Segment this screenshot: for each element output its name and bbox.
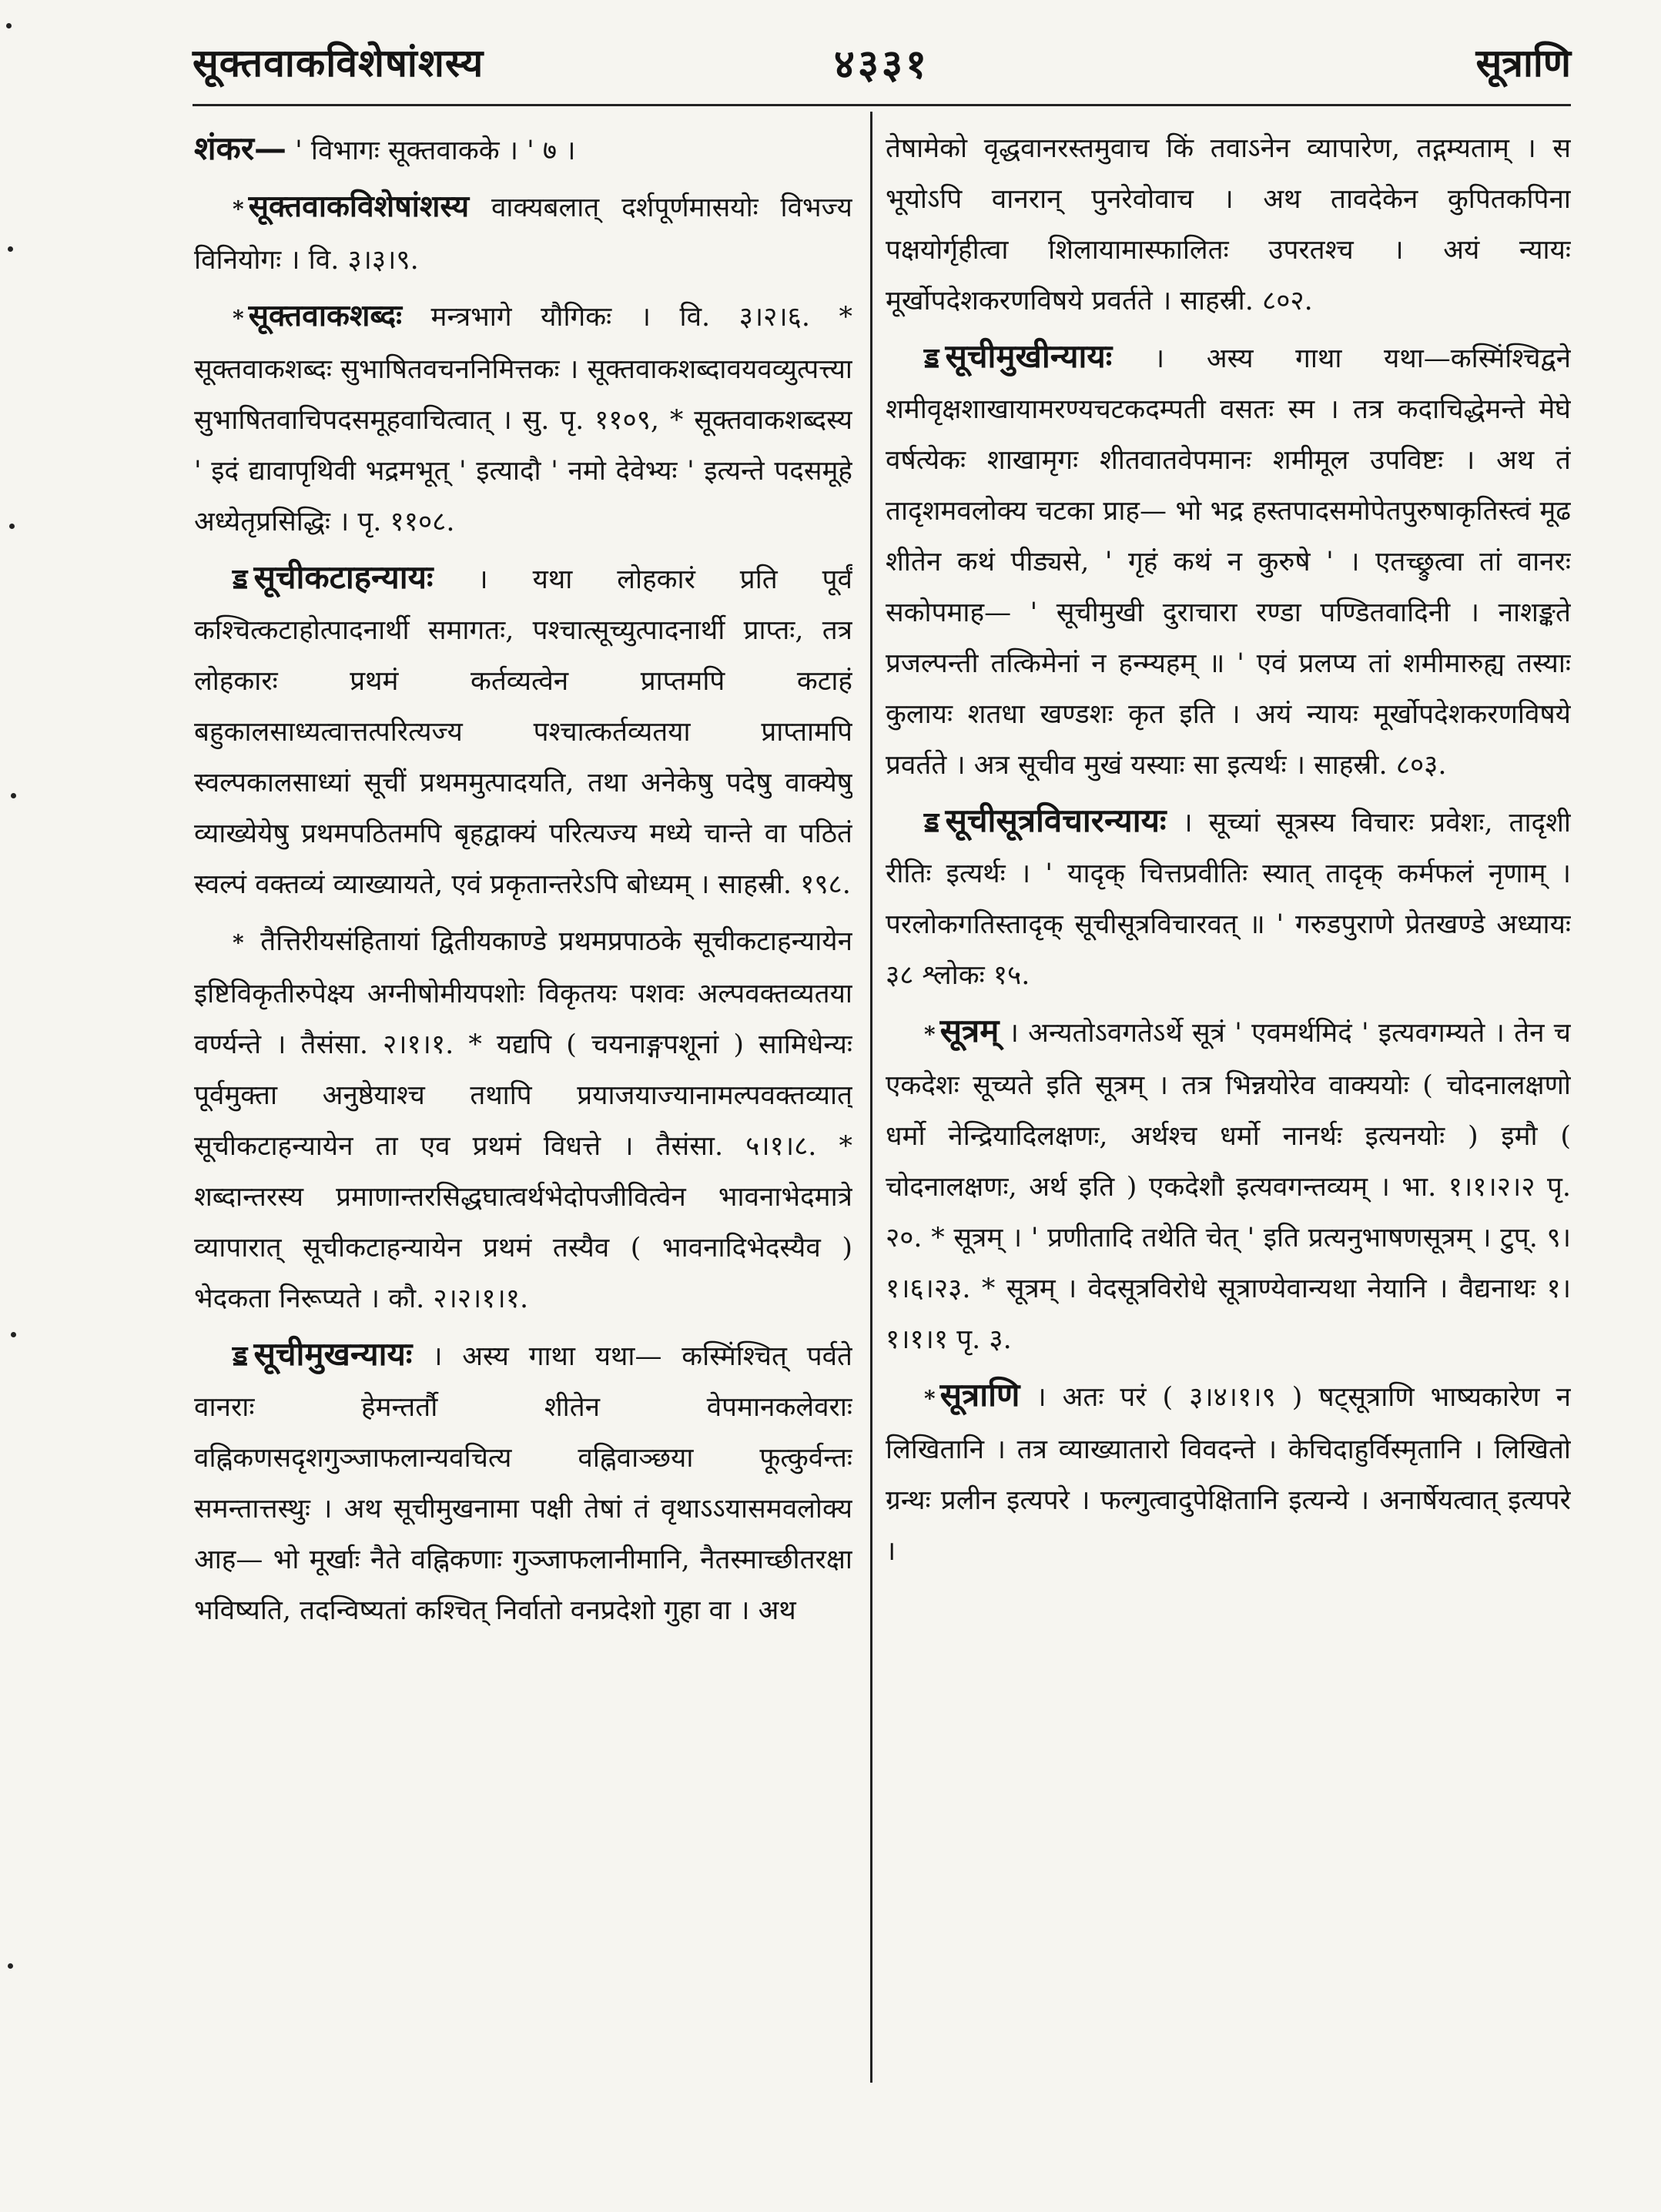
entry-head: सूत्रम्: [939, 1012, 1000, 1049]
asterisk-icon: *: [233, 306, 244, 331]
entry-head: सूक्तवाकविशेषांशस्य: [248, 189, 470, 224]
entry-text: । यथा लोहकारं प्रति पूर्वं कश्चित्कटाहोत्पादनार्थी समागतः, पश्चात्सूच्युत्पादनार्थी प्राप्तः, तत्र लोहकारः प्रथमं कर्तव्यत्वेन प्राप्तमपि कटाहं बहुकालसाध्यत्वात्तत्परित्यज्य पश्चात्कर्तव्यतया प्राप्तामपि स्वल्पकालसाध्यां सूचीं प्रथममुत्पादयति, तथा अनेकेषु पदेषु वाक्येषु व्याख्येयेषु प्रथमपठितमपि बृहद्वाक्यं परित्यज्य मध्ये चान्ते वा पठितं स्वल्पं वक्तव्यं व्याख्यायते, एवं प्रकृतान्तरेऽपि बोध्यम् । साहस्री. १९८.: [194, 564, 852, 900]
nyaya-marker-icon: ॾ: [233, 1340, 248, 1372]
entry-text: तेषामेको वृद्धवानरस्तमुवाच किं तवाऽनेन व्यापारेण, तद्गम्यताम् । स भूयोऽपि वानरान् पुनरेवोवाच । अथ तावदेकेन कुपितकपिना पक्षयोर्गृहीत्वा शिलायामास्फालितः उपरतश्च । अयं न्यायः मूर्खोपदेशकरणविषये प्रवर्तते । साहस्री. ८०२.: [886, 133, 1571, 316]
asterisk-icon: *: [924, 1022, 936, 1047]
entry: [194, 552, 852, 910]
column-divider: [870, 112, 872, 2083]
entry-text: । सूच्यां सूत्रस्य विचारः प्रवेशः, तादृशी रीतिः इत्यर्थः । ' यादृक् चित्तप्रवीतिः स्यात् तादृक् कर्मफलं नृणाम् । परलोकगतिस्तादृक् सूचीसूत्रविचारवत् ॥ ' गरुडपुराणे प्रेतखण्डे अध्यायः ३८ श्लोकः १५.: [886, 808, 1571, 991]
entry-text: वाक्यबलात् दर्शपूर्णमासयोः विभज्य विनियोगः । वि. ३।३।९.: [194, 192, 852, 276]
entry-text: । अस्य गाथा यथा—कस्मिंश्चिद्वने शमीवृक्षशाखायामरण्यचटकदम्पती वसतः स्म । तत्र कदाचिद्धेमन्ते मेघे वर्षत्येकः शाखामृगः शीतवातवेपमानः शमीमूल उपविष्टः । अथ तं तादृशमवलोक्य चटका प्राह— भो भद्र हस्तपादसमोपेतपुरुषाकृतिस्त्वं मूढ शीतेन कथं पीड्यसे, ' गृहं कथं न कुरुषे ' । एतच्छ्रुत्वा तां वानरः सकोपमाह— ' सूचीमुखी दुराचारा रण्डा पण्डितवादिनी । नाशङ्कते प्रजल्पन्ती तत्किमेनां न हन्म्यहम् ॥ ' एवं प्रलप्य तां शमीमारुह्य तस्याः कुलायः शतधा खण्डशः कृत इति । अयं न्यायः मूर्खोपदेशकरणविषये प्रवर्तते । अत्र सूचीव मुखं यस्याः सा इत्यर्थः । साहस्री. ८०३.: [886, 343, 1571, 781]
entry: [194, 123, 852, 176]
nyaya-marker-icon: ॾ: [233, 563, 248, 595]
scan-speck: [11, 793, 16, 798]
entry-head: शंकर—: [194, 129, 286, 167]
scan-speck: [6, 23, 12, 28]
entry-text: । अतः परं ( ३।४।१।९ ) षट्सूत्राणि भाष्यकारेण न लिखितानि । तत्र व्याख्यातारो विवदन्ते । केचिदाहुर्विस्मृतानि । लिखितो ग्रन्थः प्रलीन इत्यपरे । फल्गुत्वादुपेक्षितानि इत्यन्ये । अनार्षेयत्वात् इत्यपरे ।: [886, 1382, 1571, 1567]
right-column: [886, 123, 1571, 2087]
entry-head: सूचीमुखीन्यायः: [945, 337, 1113, 375]
entry-text: । अन्यतोऽवगतेऽर्थे सूत्रं ' एवमर्थमिदं ' इत्यवगम्यते । तेन च एकदेशः सूच्यते इति सूत्रम् । तत्र भिन्नयोरेव वाक्ययोः ( चोदनालक्षणो धर्मो नेन्द्रियादिलक्षणः, अर्थश्च धर्मो नानर्थः इत्यनयोः ) इमौ ( चोदनालक्षणः, अर्थ इति ) एकदेशौ इत्यवगन्तव्यम् । भा. १।१।२।२ पृ. २०. * सूत्रम् । ' प्रणीतादि तथेति चेत् ' इति प्रत्यनुभाषणसूत्रम् । टुप्. ९।१।६।२३. * सूत्रम् । वेदसूत्रविरोधे सूत्राण्येवान्यथा नेयानि । वैद्यनाथः १।१।१।१ पृ. ३.: [886, 1018, 1571, 1355]
entry: [194, 290, 852, 547]
page-number: ४३३१: [833, 41, 930, 88]
scan-speck: [11, 1332, 16, 1337]
entry: [886, 795, 1571, 1001]
entry: [194, 915, 852, 1324]
entry-head: सूक्तवाकशब्दः: [248, 298, 402, 333]
asterisk-icon: *: [233, 196, 244, 222]
page-header: [193, 31, 1571, 92]
entry: [194, 1329, 852, 1636]
entry-text: तैत्तिरीयसंहितायां द्वितीयकाण्डे प्रथमप्रपाठके सूचीकटाहन्यायेन इष्टिविकृतीरुपेक्ष्य अग्नीषोमीयपशोः विकृतयः पशवः अल्पवक्तव्यतया वर्ण्यन्ते । तैसंसा. २।१।१. * यद्यपि ( चयनाङ्गपशूनां ) सामिधेन्यः पूर्वमुक्ता अनुष्ठेयाश्च तथापि प्रयाजयाज्यानामल्पवक्तव्यात् सूचीकटाहन्यायेन ता एव प्रथमं विधत्ते । तैसंसा. ५।१।८. * शब्दान्तरस्य प्रमाणान्तरसिद्धघात्वर्थभेदोपजीवित्वेन भावनाभेदमात्रे व्यापारात् सूचीकटाहन्यायेन प्रथमं तस्यैव ( भावनादिभेदस्यैव ) भेदकता निरूप्यते । कौ. २।२।१।१.: [194, 926, 852, 1314]
entry-text: मन्त्रभागे यौगिकः । वि. ३।२।६. * सूक्तवाकशब्दः सुभाषितवचननिमित्तकः । सूक्तवाकशब्दावयवव्युत्पत्त्या सुभाषितवाचिपदसमूहवाचित्वात् । सु. पृ. ११०९, * सूक्तवाकशब्दस्य ' इदं द्यावापृथिवी भद्रमभूत् ' इत्यादौ ' नमो देवेभ्यः ' इत्यन्ते पदसमूहे अध्येतृप्रसिद्धिः । पृ. ११०८.: [194, 302, 852, 537]
entry: [886, 331, 1571, 791]
entry-text: ' विभागः सूक्तवाकके । ' ७ ।: [286, 136, 576, 166]
entry: [194, 181, 852, 286]
header-right-guideword: सूत्राणि: [1475, 40, 1571, 85]
nyaya-marker-icon: ॾ: [924, 806, 939, 838]
nyaya-marker-icon: ॾ: [924, 342, 939, 374]
scan-speck: [8, 1963, 13, 1969]
entry-text: । अस्य गाथा यथा— कस्मिंश्चित् पर्वते वानराः हेमन्तर्तौ शीतेन वेपमानकलेवराः वह्निकणसदृशगुञ्जाफलान्यवचित्य वह्निवाञ्छया फूत्कुर्वन्तः समन्तात्तस्थुः । अथ सूचीमुखनामा पक्षी तेषां तं वृथाऽऽयासमवलोक्य आह— भो मूर्खाः नैते वह्निकणाः गुञ्जाफलानीमानि, नैतस्माच्छीतरक्षा भविष्यति, तदन्विष्यतां कश्चित् निर्वातो वनप्रदेशो गुहा वा । अथ: [194, 1341, 852, 1626]
left-column: [194, 123, 852, 2087]
entry: [886, 1006, 1571, 1365]
entry-head: सूचीसूत्रविचारन्यायः: [945, 801, 1167, 839]
entry: [886, 1370, 1571, 1577]
entry-head: सूत्राणि: [939, 1376, 1020, 1414]
asterisk-icon: *: [233, 930, 244, 955]
scan-speck: [8, 246, 13, 252]
scan-speck: [9, 524, 15, 529]
entry-head: सूचीकटाहन्यायः: [253, 558, 434, 596]
entry-continuation: [886, 123, 1571, 326]
header-rule: [193, 104, 1571, 106]
asterisk-icon: *: [924, 1386, 936, 1411]
header-left-guideword: सूक्तवाकविशेषांशस्य: [193, 40, 484, 85]
entry-head: सूचीमुखन्यायः: [253, 1335, 413, 1373]
